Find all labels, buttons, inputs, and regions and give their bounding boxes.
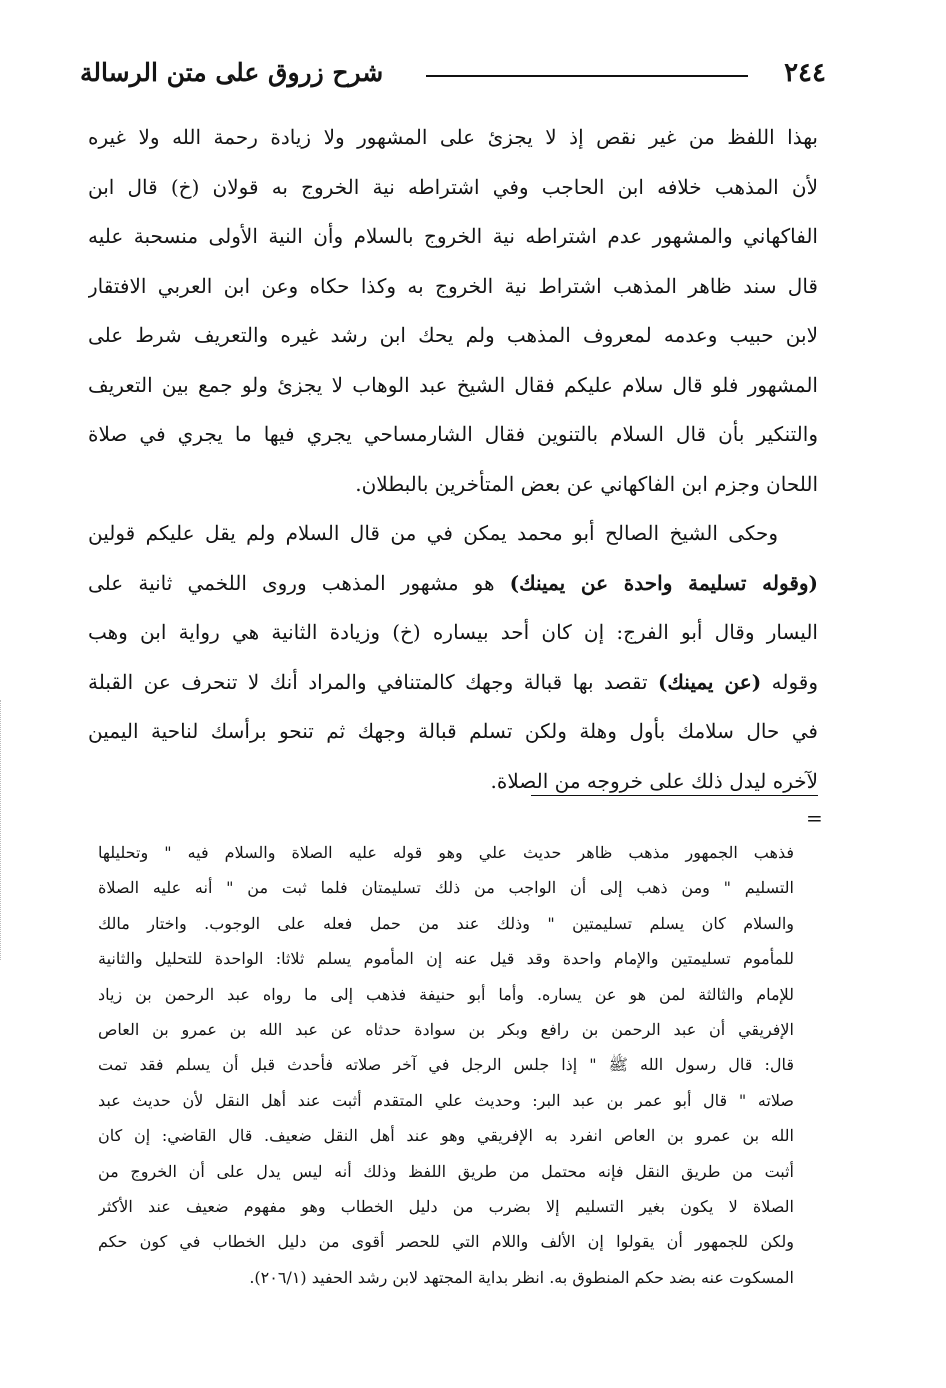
header-rule: [426, 75, 748, 77]
main-line: لآخره ليدل ذلك على خروجه من الصلاة.: [490, 768, 818, 793]
quoted-matn-2: (عن يمينك): [657, 669, 762, 694]
footnote-line: المسكوت عنه بضد حكم المنطوق به. انظر بداية المجتهد لابن رشد الحفيد (٢٠٦/١).: [249, 1267, 794, 1287]
footnote-line: صلاته " قال أبو عمر بن عبد البر: وحديث علي المتقدم أثبت عند أهل النقل لأن حديث عبد: [98, 1090, 794, 1110]
main-line: بهذا اللفظ من غير نقص إذ لا يجزئ على المشهور ولا زيادة رحمة الله ولا غيره: [88, 125, 818, 149]
footnote-line: للإمام والثالثة لمن هو عن يساره. وأما أبو حنيفة فذهب إلى ما رواه عبد الرحمن بن زياد: [98, 984, 794, 1004]
footnote-line: الإفريقي أن عبد الرحمن بن رافع وبكر بن سوادة حدثاه عن عبد الله بن عمرو بن العاص: [98, 1019, 794, 1039]
footnote-line: فذهب الجمهور مذهب ظاهر حديث علي وهو قوله عليه الصلاة والسلام فيه " وتحليلها: [98, 843, 794, 862]
main-line: قال سند ظاهر المذهب اشتراط نية الخروج به وكذا حكاه وعن ابن العربي الافتقار: [88, 273, 818, 298]
main-line: اليسار وقال أبو الفرج: إن كان أحد بيساره (خ) وزيادة الثانية هي رواية ابن وهب: [88, 620, 818, 644]
footnote-line: ولكن للجمهور أن يقولوا إن الألف واللام التي للحصر أقوى من دليل الخطاب في كون حكم: [98, 1232, 794, 1252]
main-line: لأن المذهب خلافه ابن الحاجب وفي اشتراطه نية الخروج به قولان (خ) قال ابن: [88, 174, 818, 199]
main-line-rest: تقصد بها قبالة وجهك كالمتنافي والمراد أنك لا تنحرف عن القبلة: [88, 669, 648, 694]
main-text: [88, 113, 818, 806]
main-line: المشهور فلو قال سلام عليكم فقال الشيخ عبد الوهاب لا يجزئ ولو جمع بين التعريف: [88, 372, 818, 397]
page-header: [80, 56, 826, 96]
footnote-line: أثبت من طريق النقل فإنه محتمل من طريق اللفظ وذلك أنه ليس يدل على أن الخروج من: [98, 1161, 794, 1181]
page-number: ٢٤٤: [784, 58, 826, 88]
main-line: وحكى الشيخ الصالح أبو محمد يمكن في من قال السلام ولم يقل عليكم قولين: [88, 521, 778, 545]
main-line-with-quote: [88, 658, 818, 708]
footnote-continuation-mark: =: [806, 806, 823, 830]
footnote-line: التسليم " ومن ذهب إلى أن الواجب من ذلك تسليمتان فلما ثبت من " أنه عليه الصلاة: [98, 878, 794, 898]
main-line-with-quote: [88, 559, 818, 609]
main-line: لابن حبيب وعدمه لمعروف المذهب ولم يحك ابن رشد غيره والتعريف شرط على: [88, 323, 818, 347]
main-line: في حال سلامك بأول وهلة ولكن تسلم قبالة وجهك ثم تنحو برأسك لناحية اليمين: [88, 719, 818, 743]
quoted-matn-1: (وقوله تسليمة واحدة عن يمينك): [509, 570, 818, 595]
footnote-separator: [531, 795, 818, 796]
main-line: الفاكهاني والمشهور عدم اشتراطه نية الخروج بالسلام وأن النية الأولى منسحبة عليه: [88, 224, 818, 248]
footnote: [98, 835, 794, 1295]
main-line-rest: هو مشهور المذهب وروى اللخمي ثانية على: [88, 570, 495, 595]
main-line: والتنكير بأن قال السلام بالتنوين فقال الشارمساحي يجري فيها ما يجري في صلاة: [88, 422, 818, 446]
running-title: شرح زروق على متن الرسالة: [80, 58, 384, 87]
footnote-line: الصلاة لا يكون بغير التسليم إلا بضرب من دليل الخطاب وهو مفهوم ضعيف عند الأكثر: [98, 1196, 794, 1216]
main-line: اللحان وجزم ابن الفاكهاني عن بعض المتأخرين بالبطلان.: [355, 471, 818, 496]
footnote-line: الله بن عمرو بن العاص انفرد به الإفريقي وهو عند أهل النقل ضعيف. قال القاضي: إن كان: [98, 1126, 794, 1146]
footnote-line: للمأموم تسليمتين والإمام واحدة وقد قيل عنه إن المأموم يسلم ثلاثا: الواحدة للتحليل والثانية: [98, 949, 794, 969]
scan-edge-mark: [0, 700, 3, 960]
footnote-line: والسلام كان يسلم تسليمتين " وذلك عند من حمل فعله على الوجوب. واختار مالك: [98, 913, 794, 933]
footnote-line: قال: قال رسول الله ﷺ " إذا جلس الرجل في آخر صلاته فأحدث قبل أن يسلم فقد تمت: [98, 1055, 794, 1075]
main-line-prefix: وقوله: [771, 669, 818, 694]
